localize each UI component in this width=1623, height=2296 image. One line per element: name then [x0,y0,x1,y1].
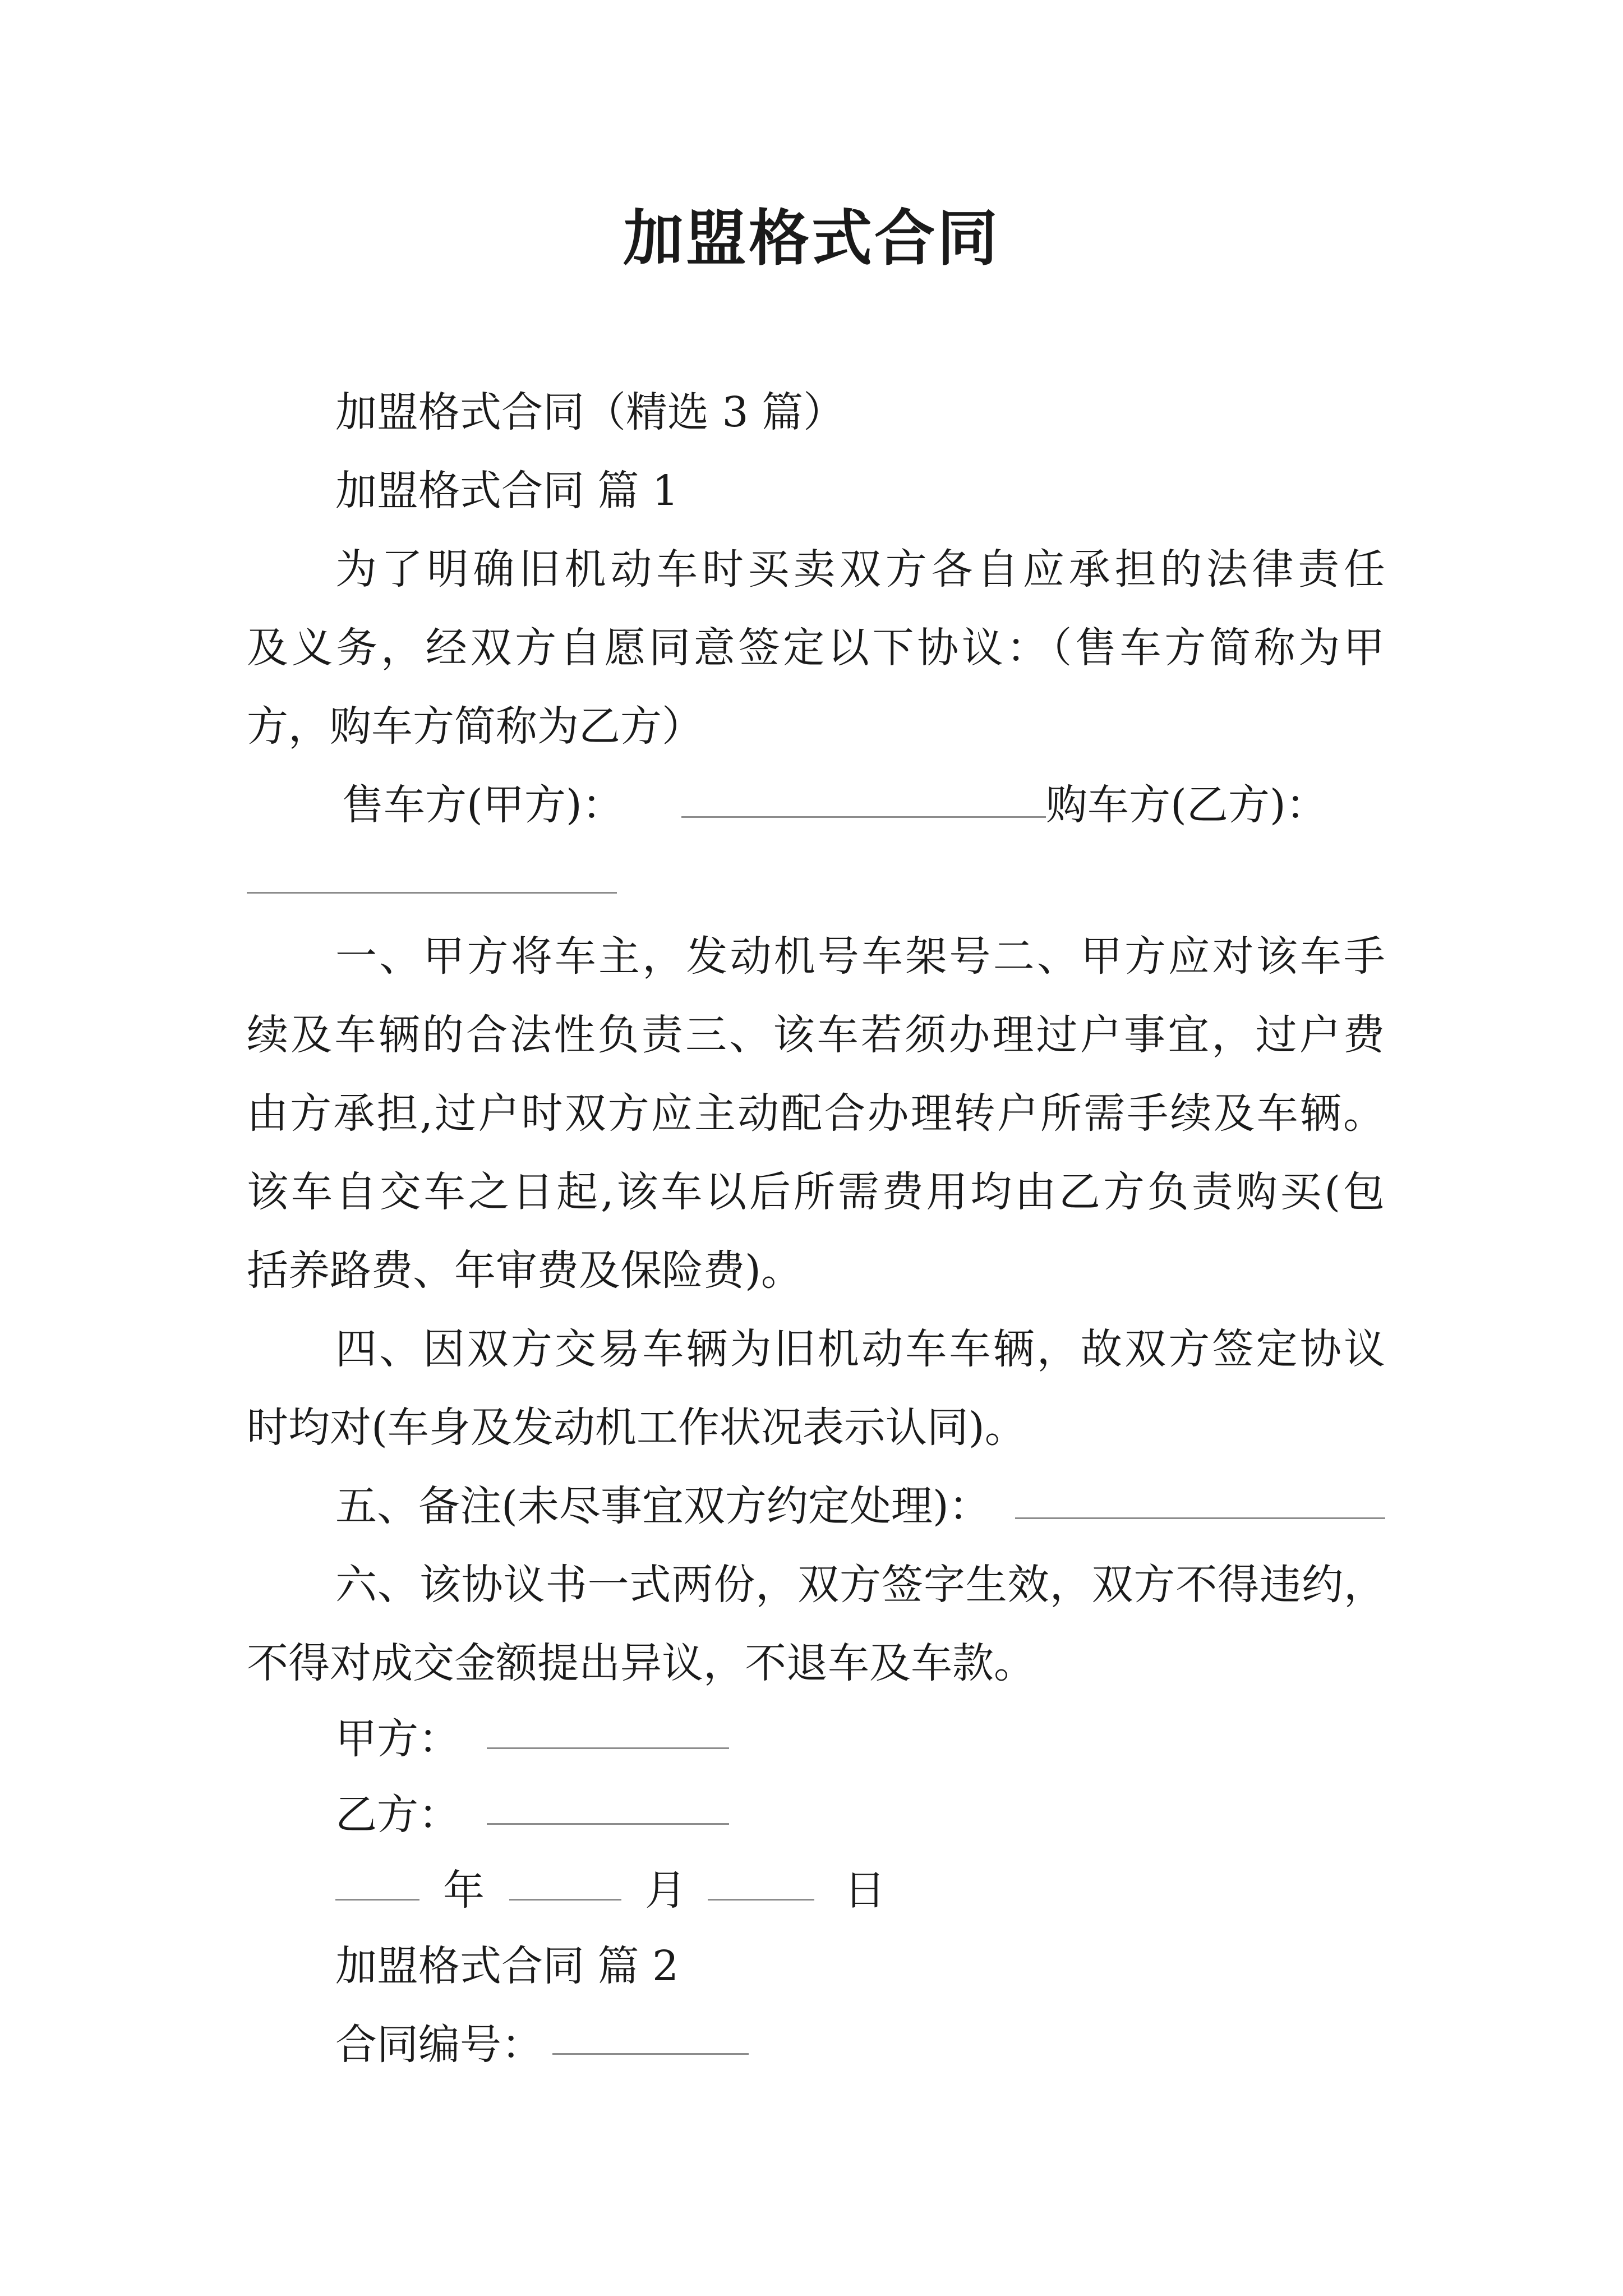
party-a-label: 甲方： [335,1715,460,1763]
party-a-blank [487,1747,729,1749]
month-label: 月 [645,1866,686,1915]
seller-label: 售车方(甲方)： [342,781,624,829]
party-b-blank [487,1823,729,1825]
clause-6-line-1: 六、该协议书一式两份，双方签字生效，双方不得违约， [335,1561,1385,1609]
intro-line-3: 方，购车方简称为乙方） [247,702,703,751]
section-1-heading: 加盟格式合同 篇 1 [335,467,679,515]
buyer-label: 购车方(乙方)： [1046,781,1327,829]
contract-number-label: 合同编号： [335,2021,543,2069]
clause-6-line-2: 不得对成交金额提出异议，不退车及车款。 [247,1639,1035,1687]
clause-5-blank [1015,1517,1385,1519]
contract-number-blank [552,2053,749,2055]
document-title: 加盟格式合同 [623,203,1000,274]
seller-blank [681,816,1046,818]
buyer-blank [247,892,617,894]
clause-4-line-1: 四、因双方交易车辆为旧机动车车辆，故双方签定协议 [335,1325,1385,1373]
section-2-heading: 加盟格式合同 篇 2 [335,1942,679,1990]
clause-1-3-line-4: 该车自交车之日起,该车以后所需费用均由乙方负责购买(包 [247,1168,1385,1216]
year-label: 年 [443,1866,485,1915]
year-blank [335,1899,419,1901]
clause-5-label: 五、备注(未尽事宜双方约定处理)： [335,1482,990,1530]
day-blank [708,1899,814,1901]
clause-1-3-line-5: 括养路费、年审费及保险费)。 [247,1246,803,1295]
clause-1-3-line-1: 一、甲方将车主，发动机号车架号二、甲方应对该车手 [335,932,1385,981]
intro-line-2: 及义务，经双方自愿同意签定以下协议：（售车方简称为甲 [247,624,1385,672]
clause-1-3-line-2: 续及车辆的合法性负责三、该车若须办理过户事宜，过户费 [247,1011,1385,1059]
clause-1-3-line-3: 由方承担,过户时双方应主动配合办理转户所需手续及车辆。 [247,1089,1385,1138]
day-label: 日 [844,1866,886,1915]
intro-line-1: 为了明确旧机动车时买卖双方各自应承担的法律责任 [335,545,1385,593]
document-subtitle: 加盟格式合同（精选 3 篇） [335,388,845,436]
clause-4-line-2: 时均对(车身及发动机工作状况表示认同)。 [247,1404,1026,1452]
party-b-label: 乙方： [335,1791,460,1839]
month-blank [509,1899,621,1901]
